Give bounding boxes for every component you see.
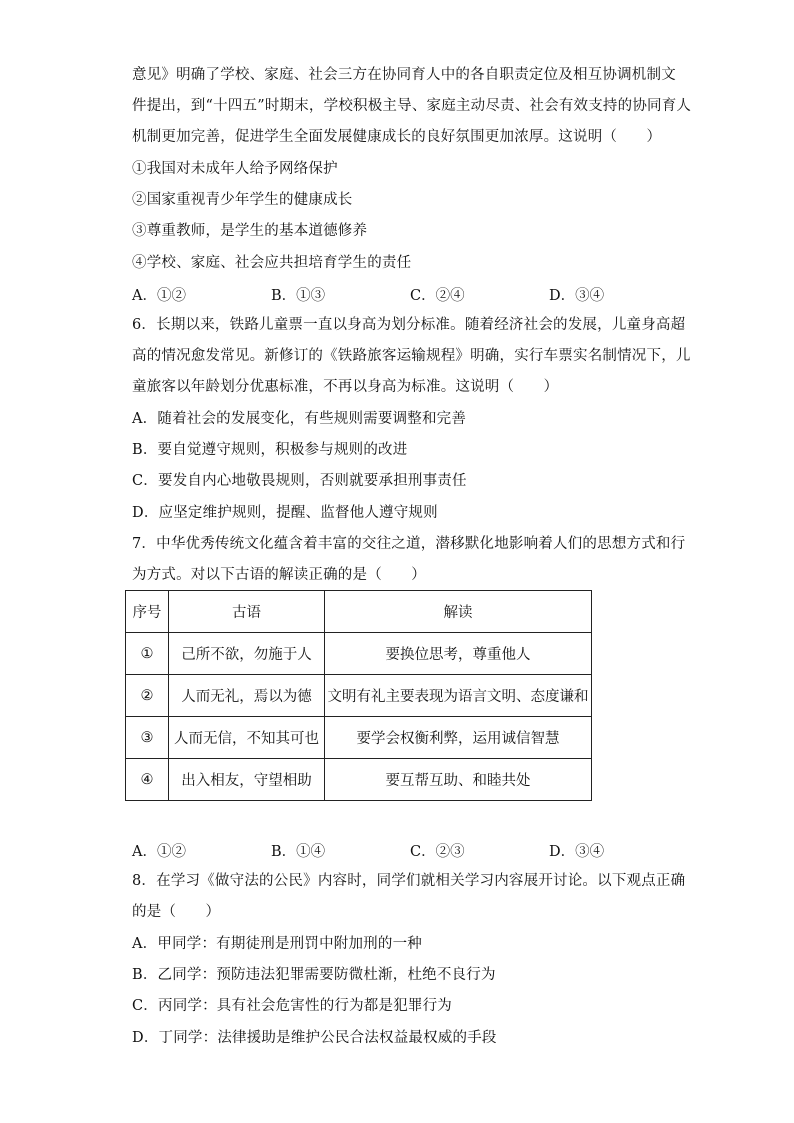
q5-stem-line-3: 机制更加完善，促进学生全面发展健康成长的良好氛围更加浓厚。这说明（ ） (132, 129, 662, 145)
q5-stem-line-2: 件提出，到“十四五”时期末，学校积极主导、家庭主动尽责、社会有效支持的协同育人 (132, 98, 692, 114)
q8-option-b[interactable]: B．乙同学：预防违法犯罪需要防微杜渐，杜绝不良行为 (132, 967, 496, 983)
table-header-cell: 序号 (126, 591, 169, 633)
q8-option-a[interactable]: A．甲同学：有期徒刑是刑罚中附加刑的一种 (132, 936, 422, 952)
q5-statement-3: ③尊重教师，是学生的基本道德修养 (132, 223, 368, 239)
table-cell: 要互帮互助、和睦共处 (325, 759, 592, 801)
q5-statement-4: ④学校、家庭、社会应共担培育学生的责任 (132, 255, 412, 271)
q5-statement-1: ①我国对未成年人给予网络保护 (132, 161, 338, 177)
q6-stem-line-3: 童旅客以年龄划分优惠标准，不再以身高为标准。这说明（ ） (132, 379, 559, 395)
table-cell: 要学会权衡利弊，运用诚信智慧 (325, 717, 592, 759)
table-cell: ④ (126, 759, 169, 801)
q5-option-b[interactable]: B．①③ (271, 288, 326, 304)
q8-option-c[interactable]: C．丙同学：具有社会危害性的行为都是犯罪行为 (132, 998, 452, 1014)
q5-option-c[interactable]: C．②④ (410, 288, 465, 304)
table-cell: 人而无礼，焉以为德 (169, 675, 325, 717)
q8-option-d[interactable]: D．丁同学：法律援助是维护公民合法权益最权威的手段 (132, 1030, 497, 1046)
q5-option-a[interactable]: A．①② (132, 288, 186, 304)
table-cell: 人而无信，不知其可也 (169, 717, 325, 759)
table-cell: ② (126, 675, 169, 717)
q6-stem-line-1: 6．长期以来，铁路儿童票一直以身高为划分标准。随着经济社会的发展，儿童身高超 (132, 317, 686, 333)
q7-option-a[interactable]: A．①② (132, 844, 186, 860)
q7-table (125, 590, 592, 801)
table-row (126, 633, 592, 675)
table-row (126, 759, 592, 801)
q6-option-c[interactable]: C．要发自内心地敬畏规则，否则就要承担刑事责任 (132, 473, 467, 489)
q5-option-d[interactable]: D．③④ (549, 288, 605, 304)
table-cell: 己所不欲，勿施于人 (169, 633, 325, 675)
q6-option-a[interactable]: A．随着社会的发展变化，有些规则需要调整和完善 (132, 411, 467, 427)
q7-option-c[interactable]: C．②③ (410, 844, 465, 860)
q6-option-d[interactable]: D．应坚定维护规则，提醒、监督他人遵守规则 (132, 505, 438, 521)
q8-stem-line-1: 8．在学习《做守法的公民》内容时，同学们就相关学习内容展开讨论。以下观点正确 (132, 873, 686, 889)
q6-option-b[interactable]: B．要自觉遵守规则，积极参与规则的改进 (132, 442, 408, 458)
q7-option-d[interactable]: D．③④ (549, 844, 605, 860)
table-row (126, 675, 592, 717)
q7-options (132, 840, 692, 862)
table-cell: ③ (126, 717, 169, 759)
q5-options (132, 284, 692, 306)
table-header-row (126, 591, 592, 633)
q5-stem-line-1: 意见》明确了学校、家庭、社会三方在协同育人中的各自职责定位及相互协调机制文 (132, 67, 676, 83)
table-header-cell: 解读 (325, 591, 592, 633)
q7-option-b[interactable]: B．①④ (271, 844, 326, 860)
q7-stem-line-1: 7．中华优秀传统文化蕴含着丰富的交往之道，潜移默化地影响着人们的思想方式和行 (132, 536, 686, 552)
table-cell: ① (126, 633, 169, 675)
q8-stem-line-2: 的是（ ） (132, 904, 221, 920)
q7-stem-line-2: 为方式。对以下古语的解读正确的是（ ） (132, 567, 426, 583)
table-row (126, 717, 592, 759)
table-cell: 要换位思考，尊重他人 (325, 633, 592, 675)
q5-statement-2: ②国家重视青少年学生的健康成长 (132, 192, 353, 208)
q6-stem-line-2: 高的情况愈发常见。新修订的《铁路旅客运输规程》明确，实行车票实名制情况下，儿 (132, 348, 691, 364)
table-cell: 出入相友，守望相助 (169, 759, 325, 801)
table-header-cell: 古语 (169, 591, 325, 633)
table-cell: 文明有礼主要表现为语言文明、态度谦和 (325, 675, 592, 717)
